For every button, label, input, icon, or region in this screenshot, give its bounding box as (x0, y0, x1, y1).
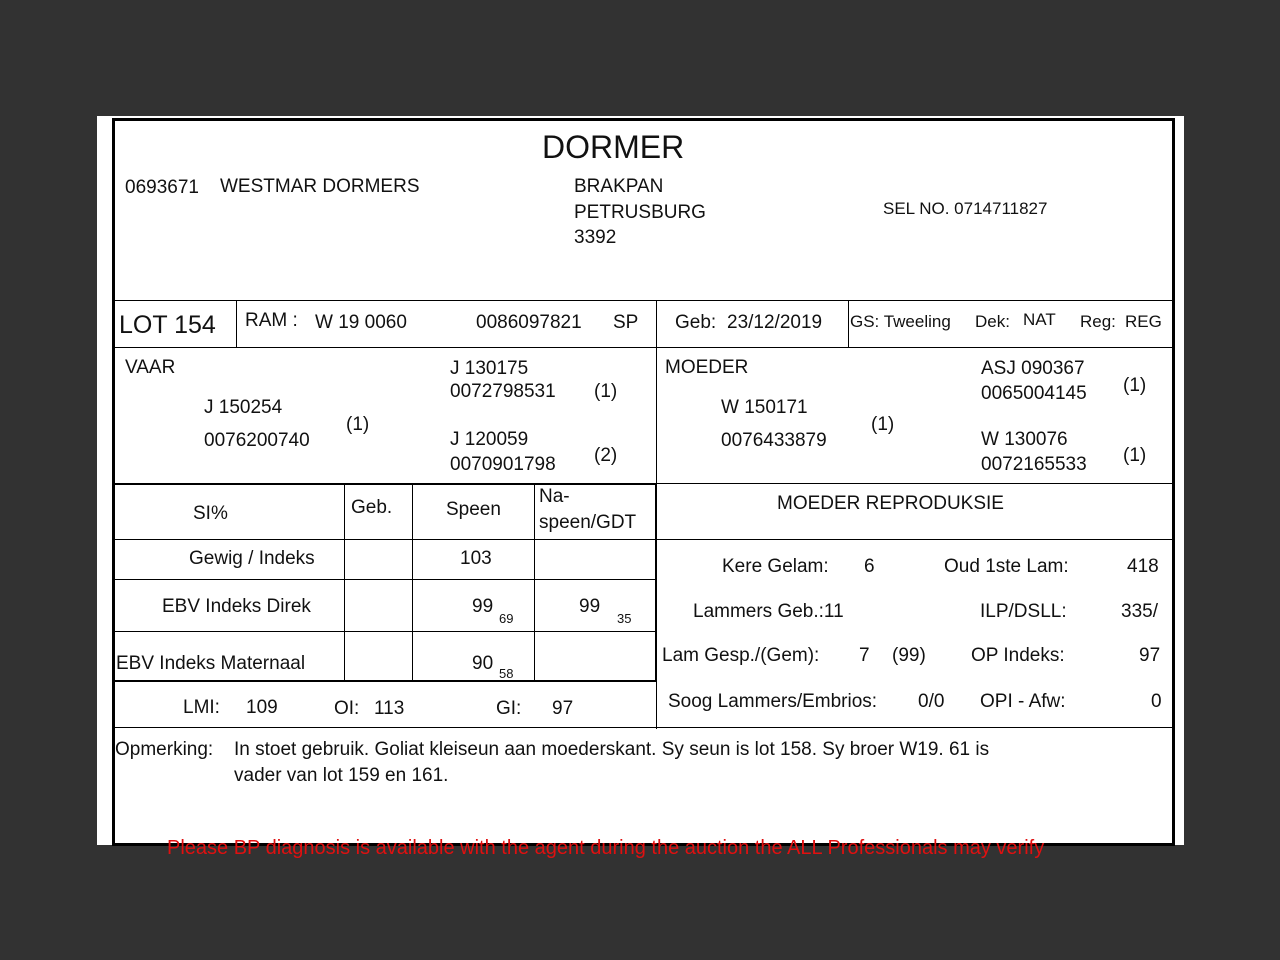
ebv-direct-weaning-accuracy: 69 (499, 611, 514, 626)
divider (848, 300, 849, 347)
sire-sire-number: 0072798531 (450, 381, 556, 402)
lot-card-sheet (97, 116, 1184, 859)
divider (657, 539, 1172, 540)
times-lambed-label: Kere Gelam: (722, 556, 829, 577)
ilp-dsll-label: ILP/DSLL: (980, 601, 1067, 622)
birth-status: GS: Tweeling (850, 312, 951, 331)
remarks-label: Opmerking: (115, 739, 214, 760)
sire-number: 0076200740 (204, 430, 310, 451)
divider (412, 483, 413, 680)
opi-deviation-value: 0 (1151, 691, 1162, 712)
ram-registration-number: 0086097821 (476, 312, 582, 333)
mating-label: Dek: (975, 312, 1010, 331)
ram-registration-suffix: SP (613, 312, 639, 333)
footer-note: Please BP diagnosis is available with the agent during the auction the ALL Professionals may verify (167, 837, 1045, 859)
dam-label: MOEDER (665, 357, 749, 378)
dam-id: W 150171 (721, 397, 808, 418)
opi-deviation-label: OPI - Afw: (980, 691, 1066, 712)
divider (344, 483, 345, 680)
divider (115, 579, 656, 580)
dam-count: (1) (871, 414, 895, 435)
oi-value: 113 (374, 698, 405, 719)
divider (655, 483, 657, 681)
weight-index-label: Gewig / Indeks (189, 548, 315, 569)
weight-index-weaning: 103 (460, 548, 492, 569)
ebv-direct-label: EBV Indeks Direk (162, 596, 311, 617)
birth-column-header: Geb. (351, 497, 393, 518)
sel-number: SEL NO. 0714711827 (883, 199, 1048, 218)
mating-value: NAT (1023, 310, 1056, 329)
first-lamb-age-label: Oud 1ste Lam: (944, 556, 1069, 577)
post-weaning-header-line2: speen/GDT (539, 512, 637, 533)
sire-dam-count: (2) (594, 445, 618, 466)
birth-date: 23/12/2019 (727, 312, 823, 333)
breeder-address-line1: BRAKPAN (574, 176, 664, 197)
divider (236, 300, 237, 347)
lambs-weaned-average: (99) (892, 645, 926, 666)
breed-title: DORMER (542, 129, 685, 165)
lambs-weaned-label: Lam Gesp./(Gem): (662, 645, 820, 666)
first-lamb-age-value: 418 (1127, 556, 1159, 577)
op-index-label: OP Indeks: (971, 645, 1065, 666)
gi-label: GI: (496, 698, 522, 719)
lambs-born-label: Lammers Geb.:11 (693, 601, 844, 622)
oi-label: OI: (334, 698, 360, 719)
dam-sire-count: (1) (1123, 375, 1147, 396)
suckling-lambs-label: Soog Lammers/Embrios: (668, 691, 878, 712)
sire-label: VAAR (125, 357, 176, 378)
ram-label: RAM : (245, 310, 298, 331)
divider (657, 483, 1172, 484)
si-percent-header: SI% (193, 503, 228, 524)
divider (534, 483, 535, 680)
dam-sire-id: ASJ 090367 (981, 358, 1085, 379)
ebv-maternal-weaning: 90 (472, 653, 494, 674)
ebv-maternal-label: EBV Indeks Maternaal (116, 653, 306, 674)
gi-value: 97 (552, 698, 574, 719)
divider (115, 539, 656, 540)
weaning-column-header: Speen (446, 499, 501, 520)
divider (115, 483, 657, 485)
divider (656, 300, 657, 347)
suckling-lambs-value: 0/0 (918, 691, 945, 712)
dam-reproduction-title: MOEDER REPRODUKSIE (777, 493, 1004, 514)
divider (115, 300, 1172, 301)
sire-dam-id: J 120059 (450, 429, 529, 450)
dam-sire-number: 0065004145 (981, 383, 1087, 404)
sire-id: J 150254 (204, 397, 283, 418)
breeder-name: WESTMAR DORMERS (220, 176, 420, 197)
divider (115, 680, 657, 682)
remarks-line2: vader van lot 159 en 161. (234, 765, 449, 786)
sire-count: (1) (346, 414, 370, 435)
lmi-label: LMI: (183, 697, 220, 718)
ram-id: W 19 0060 (315, 312, 407, 333)
ebv-direct-weaning: 99 (472, 596, 494, 617)
dam-dam-number: 0072165533 (981, 454, 1087, 475)
lot-number: LOT 154 (119, 311, 216, 339)
birth-date-label: Geb: (675, 312, 717, 333)
breeder-code: 0693671 (125, 177, 199, 198)
post-weaning-header-line1: Na- (539, 486, 570, 507)
sire-sire-id: J 130175 (450, 358, 529, 379)
dam-number: 0076433879 (721, 430, 827, 451)
lmi-value: 109 (246, 697, 278, 718)
times-lambed-value: 6 (864, 556, 875, 577)
registration-label: Reg: (1080, 312, 1116, 331)
ilp-dsll-value: 335/ (1121, 601, 1158, 622)
breeder-address-line2: PETRUSBURG (574, 202, 706, 223)
ebv-direct-post-weaning: 99 (579, 596, 601, 617)
lambs-weaned-value: 7 (859, 645, 870, 666)
breeder-address-line3: 3392 (574, 227, 617, 248)
sire-dam-number: 0070901798 (450, 454, 556, 475)
dam-dam-count: (1) (1123, 445, 1147, 466)
divider (115, 727, 1172, 728)
ebv-maternal-weaning-accuracy: 58 (499, 666, 514, 681)
dam-dam-id: W 130076 (981, 429, 1068, 450)
remarks-line1: In stoet gebruik. Goliat kleiseun aan moederskant. Sy seun is lot 158. Sy broer W19. 61 is (234, 739, 990, 760)
ebv-direct-post-weaning-accuracy: 35 (617, 611, 632, 626)
registration-value: REG (1125, 312, 1162, 331)
divider (115, 631, 656, 632)
divider (115, 347, 1172, 348)
op-index-value: 97 (1139, 645, 1161, 666)
sire-sire-count: (1) (594, 381, 618, 402)
